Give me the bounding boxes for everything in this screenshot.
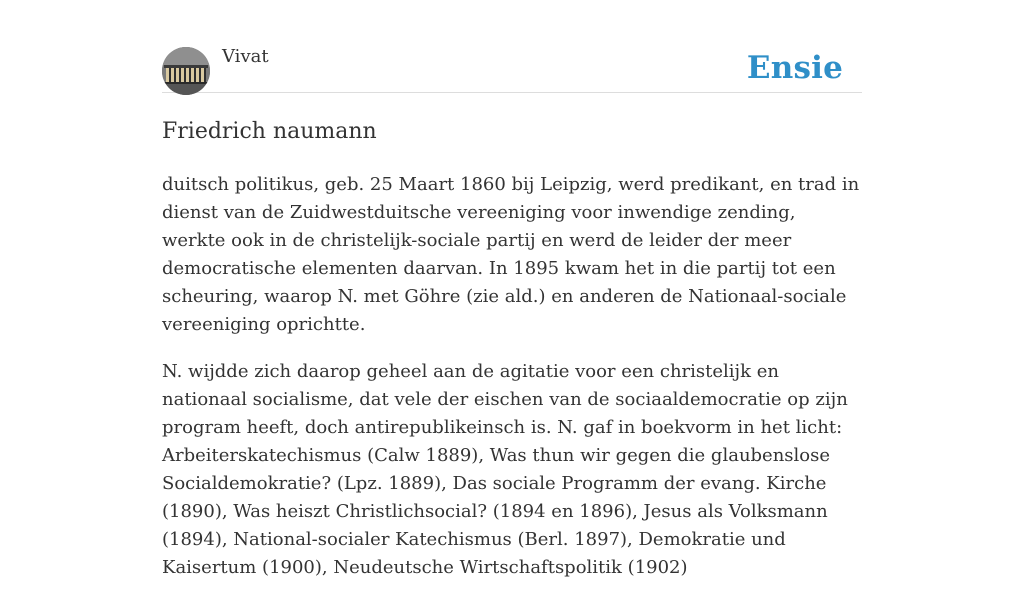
entry-paragraph: duitsch politikus, geb. 25 Maart 1860 bij Leipzig, werd predikant, en trad in dienst van de Zuidwestduitsche vereeniging voor inwendige zending, werkte ook in de christelijk-sociale partij en werd de leider der meer democratische elementen daarvan. In 1895 kwam het in die partij tot een scheuring, waarop N. met Göhre (zie ald.) en anderen de Nationaal-sociale vereeniging oprichtte. xyxy=(162,174,860,335)
avatar[interactable] xyxy=(162,47,210,95)
avatar-image xyxy=(162,47,210,95)
page-container xyxy=(162,0,862,601)
entry-paragraph: N. wijdde zich daarop geheel aan de agitatie voor een christelijk en nationaal socialisme, dat vele der eischen van de sociaaldemocratie op zijn program heeft, doch antirepublikeinsch is. N. gaf in boekvorm in het licht: Arbeiterskatechismus (Calw 1889), Was thun wir gegen die glaubenslose Socialdemokratie? (Lpz. 1889), Das sociale Programm der evang. Kirche (1890), Was heiszt Christlichsocial? (1894 en 1896), Jesus als Volksmann (1894), National-socialer Katechismus (Berl. 1897), Demokratie und Kaisertum (1900), Neudeutsche Wirtschaftspolitik (1902) xyxy=(162,361,848,578)
entry-body xyxy=(162,171,862,582)
brand-logo[interactable]: Ensie xyxy=(746,50,843,86)
author-link[interactable]: Vivat xyxy=(222,46,269,67)
entry-title: Friedrich naumann xyxy=(162,119,377,144)
header xyxy=(162,0,862,93)
